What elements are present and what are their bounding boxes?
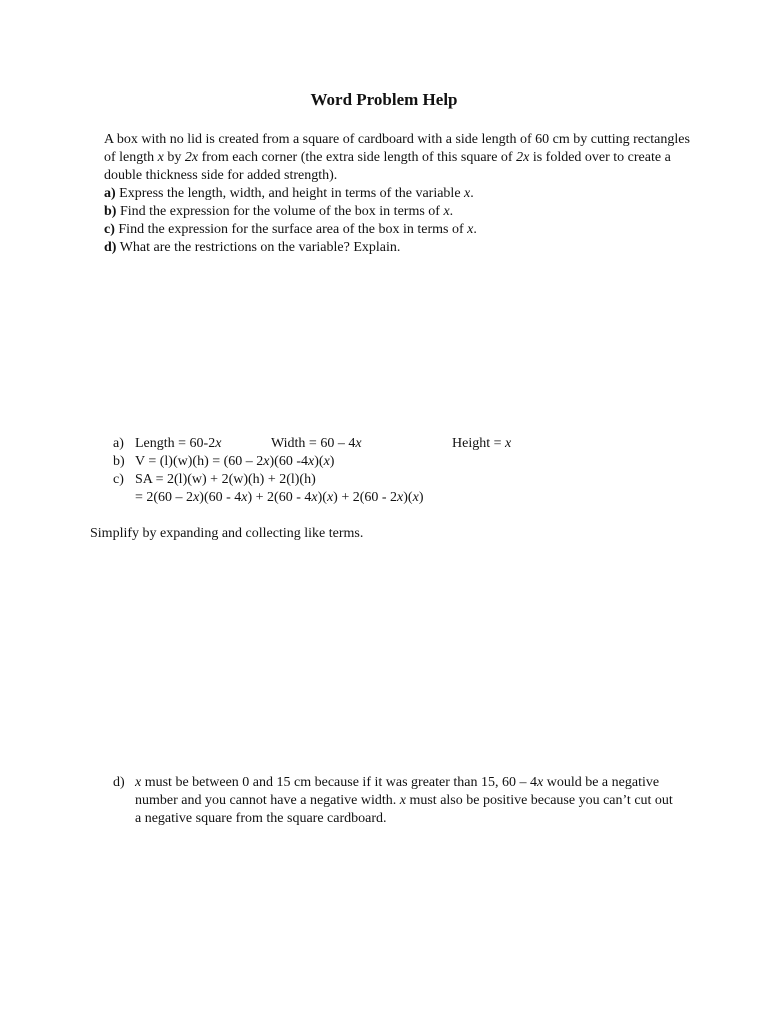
answer-c: c) SA = 2(l)(w) + 2(w)(h) + 2(l)(h) [113,472,316,487]
answer-list [113,435,713,507]
question-b: b) Find the expression for the volume of the box in terms of x. [104,204,454,219]
answer-d-text: x must be between 0 and 15 cm because if it was greater than 15, 60 – 4x would be a negative number and you cannot have a negative width. x must also be positive because you can’t cut out a negative square from the square cardboard. [135,775,673,826]
answer-d: d) x must be between 0 and 15 cm because if it was greater than 15, 60 – 4x would be a negative number and you cannot have a negative width. x must also be positive because you can’t cut out a negative square from the square cardboard. [113,775,673,826]
question-d: d) What are the restrictions on the variable? Explain. [104,240,401,255]
problem-intro: A box with no lid is created from a square of cardboard with a side length of 60 cm by cutting rectangles of length x by 2x from each corner (the extra side length of this square of 2x is folded over to create a double thickness side for added strength). [104,132,690,183]
problem-statement [104,131,694,257]
question-list [104,185,694,257]
simplify-note: Simplify by expanding and collecting like terms. [90,526,364,541]
page-title: Word Problem Help [310,90,458,109]
answer-c-continued: = 2(60 – 2x)(60 - 4x) + 2(60 - 4x)(x) + 2(60 - 2x)(x) [135,490,424,505]
question-a: a) Express the length, width, and height in terms of the variable x. [104,186,474,201]
answer-b: b) V = (l)(w)(h) = (60 – 2x)(60 -4x)(x) [113,454,335,469]
answer-a: a) Length = 60-2x Width = 60 – 4x Height = x [113,436,512,451]
question-c: c) Find the expression for the surface area of the box in terms of x. [104,222,477,237]
